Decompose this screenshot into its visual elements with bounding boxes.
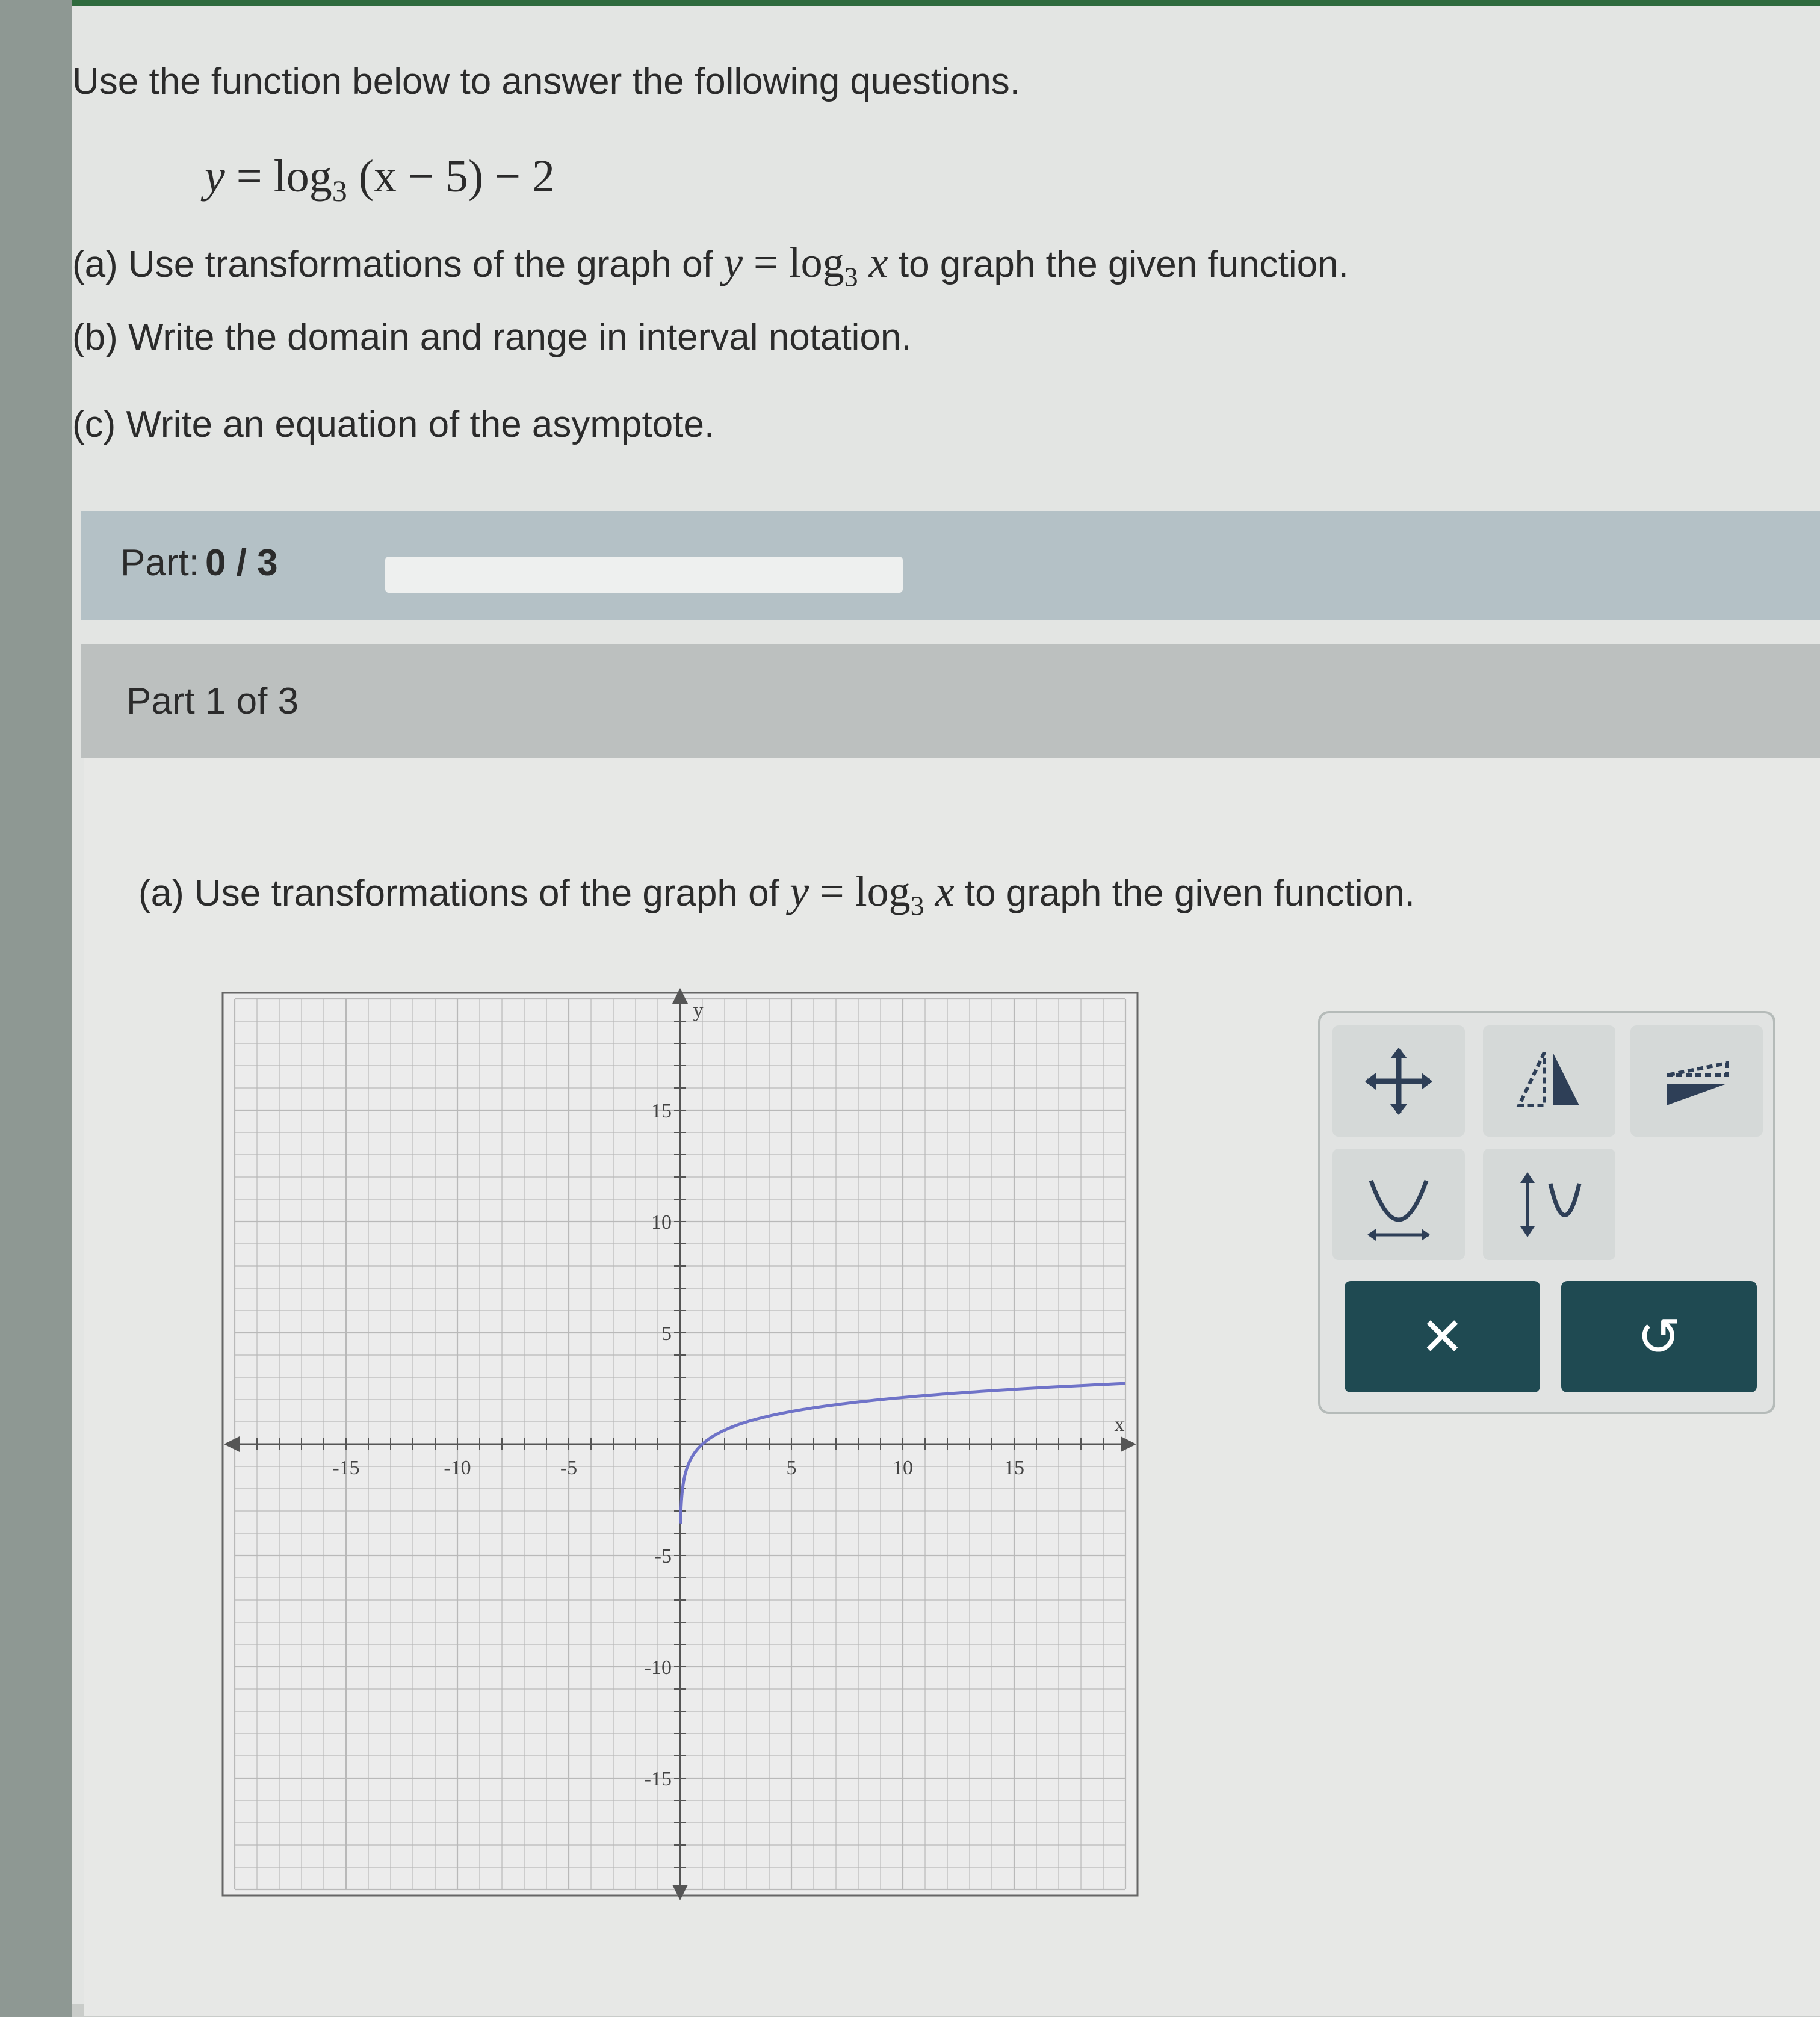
x-tick-label: -15: [332, 1457, 360, 1479]
x-tick-label: -10: [444, 1457, 471, 1479]
y-tick-label: -15: [644, 1768, 672, 1790]
y-tick-label: 15: [651, 1100, 672, 1122]
question-b: (b) Write the domain and range in interval notation.: [72, 317, 912, 358]
y-tick-label: -5: [654, 1545, 672, 1568]
reflect-y-tool-icon: [1513, 1045, 1585, 1117]
x-tick-label: -5: [560, 1457, 578, 1479]
y-axis-label: y: [693, 999, 704, 1022]
question-a: (a) Use transformations of the graph of $y = \log_3 x$ to graph the given function.: [72, 238, 1349, 292]
stretch-tool-icon: [1363, 1169, 1435, 1241]
graph-tool-panel: [1318, 1011, 1775, 1414]
move-tool-button[interactable]: [1332, 1025, 1465, 1137]
shift-tool-button[interactable]: [1483, 1149, 1615, 1260]
y-tick-label: 10: [651, 1211, 672, 1234]
reflect-x-tool-icon: [1661, 1045, 1733, 1117]
x-tick-label: 5: [786, 1457, 797, 1479]
undo-button[interactable]: [1561, 1281, 1757, 1392]
part-title: Part 1 of 3: [126, 681, 299, 722]
x-axis-label: x: [1114, 1413, 1125, 1436]
function-equation: $y = \log_3 (x - 5) - 2$: [205, 151, 556, 208]
left-edge: [0, 0, 72, 2017]
reflect-x-tool-button[interactable]: [1630, 1025, 1763, 1137]
part-header: [81, 644, 1820, 758]
shift-tool-icon: [1513, 1169, 1585, 1241]
undo-icon: ↺: [1636, 1307, 1682, 1367]
graphing-area[interactable]: [150, 981, 1186, 1980]
x-tick-label: 10: [893, 1457, 913, 1479]
part-question: (a) Use transformations of the graph of $y = \log_3 x$ to graph the given function.: [138, 867, 1415, 921]
reflect-y-tool-button[interactable]: [1483, 1025, 1615, 1137]
close-icon: ✕: [1420, 1307, 1465, 1367]
stretch-tool-button[interactable]: [1332, 1149, 1465, 1260]
progress-panel: [81, 511, 1820, 620]
question-c: (c) Write an equation of the asymptote.: [72, 404, 715, 445]
x-tick-label: 15: [1004, 1457, 1024, 1479]
clear-button[interactable]: [1345, 1281, 1540, 1392]
progress-label: Part: 0 / 3: [120, 542, 278, 584]
move-tool-icon: [1363, 1045, 1435, 1117]
progress-value: 0 / 3: [205, 542, 278, 584]
y-tick-label: -10: [644, 1657, 672, 1679]
progress-track: [385, 557, 903, 593]
y-tick-label: 5: [661, 1323, 672, 1345]
instructions-text: Use the function below to answer the following questions.: [72, 61, 1021, 102]
